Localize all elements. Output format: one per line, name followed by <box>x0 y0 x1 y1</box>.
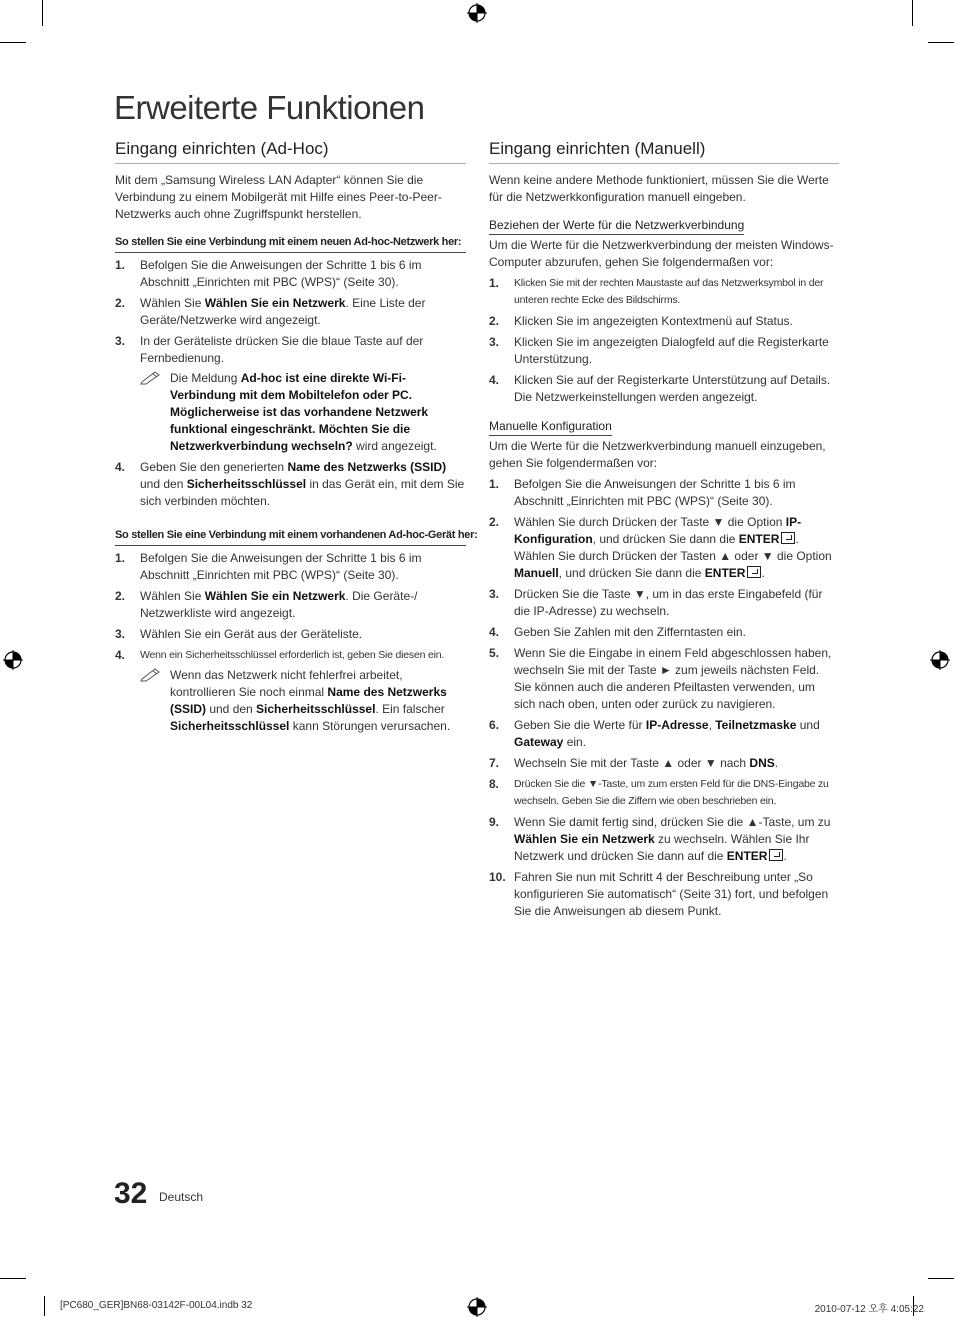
crop-mark <box>0 42 26 43</box>
subheading-get-values: Beziehen der Werte für die Netzwerkverbindung <box>489 217 744 235</box>
list-item: 2. Wählen Sie durch Drücken der Taste ▼ die Option IP-Konfiguration, und drücken Sie dann die ENTER . Wählen Sie durch Drücken der Tasten ▲ oder ▼ die Option Manuell, und drücken Sie dann die ENTER . <box>489 515 832 580</box>
page-title: Erweiterte Funktionen <box>114 89 425 126</box>
note: Wenn das Netzwerk nicht fehlerfrei arbeitet, kontrollieren Sie noch einmal Name des Netzwerks (SSID) und den Sicherheitsschlüssel. Ein falscher Sicherheitsschlüssel kann Störungen verursachen. <box>140 667 466 735</box>
list-item: 7. Wechseln Sie mit der Taste ▲ oder ▼ nach DNS. <box>489 756 779 770</box>
list-item: 10. Fahren Sie nun mit Schritt 4 der Beschreibung unter „So konfigurieren Sie automatisch“ (Seite 31) fort, und befolgen Sie die Anweisungen ab diesem Punkt. <box>489 870 829 918</box>
list-item: 3. Drücken Sie die Taste ▼, um in das erste Eingabefeld (für die IP-Adresse) zu wechseln. <box>489 587 823 618</box>
registration-target-icon <box>466 2 488 24</box>
left-column <box>115 138 478 739</box>
subheading-new-adhoc: So stellen Sie eine Verbindung mit einem neuen Ad-hoc-Netzwerk her: <box>115 235 466 253</box>
list-item: 4. Geben Sie den generierten Name des Netzwerks (SSID) und den Sicherheitsschlüssel in das Gerät ein, mit dem Sie sich verbinden möchten. <box>115 460 465 508</box>
page-number: 32 <box>114 1177 148 1210</box>
list-item: 1. Befolgen Sie die Anweisungen der Schritte 1 bis 6 im Abschnitt „Einrichten mit PBC (WPS)“ (Seite 30). <box>115 551 422 582</box>
list-item: 5. Wenn Sie die Eingabe in einem Feld abgeschlossen haben, wechseln Sie mit der Taste ► zum jeweils nächsten Feld. Sie können auch die anderen Pfeiltasten verwenden, um sich nach oben, unten oder zurück zu navigieren. <box>489 646 832 711</box>
get-values-intro: Um die Werte für die Netzwerkverbindung der meisten Windows-Computer abzurufen, gehen Sie folgendermaßen vor: <box>489 238 834 269</box>
list-item: 4. Geben Sie Zahlen mit den Zifferntasten ein. <box>489 625 746 639</box>
registration-target-icon <box>929 649 951 671</box>
enter-key-icon <box>781 532 795 544</box>
adhoc-intro: Mit dem „Samsung Wireless LAN Adapter“ können Sie die Verbindung zu einem Mobilgerät mit Hilfe eines Peer-to-Peer-Netzwerks auch ohne Zugriffspunkt herstellen. <box>115 173 442 221</box>
list-item: 4. Wenn ein Sicherheitsschlüssel erforderlich ist, geben Sie diesen ein. Wenn das Netzwerk nicht fehlerfrei arbeitet, kontrollieren Sie noch einmal Name des Netzwerks (SSID) und den Sicherheitsschlüssel. Ein falscher Sicherheitsschlüssel kann Störungen verursachen. <box>115 647 466 735</box>
crop-mark <box>0 1278 26 1279</box>
subheading-existing-adhoc: So stellen Sie eine Verbindung mit einem vorhandenen Ad-hoc-Gerät her: <box>115 528 466 546</box>
manual-intro: Wenn keine andere Methode funktioniert, müssen Sie die Werte für die Netzwerkkonfiguration manuell eingeben. <box>489 173 829 204</box>
list-item: 8. Drücken Sie die ▼-Taste, um zum ersten Feld für die DNS-Eingabe zu wechseln. Geben Sie die Ziffern wie oben beschrieben ein. <box>489 777 829 807</box>
section-heading-manual: Eingang einrichten (Manuell) <box>489 138 839 164</box>
note: Die Meldung Ad-hoc ist eine direkte Wi-Fi-Verbindung mit dem Mobiltelefon oder PC. Möglicherweise ist das vorhandene Netzwerk funktional eingeschränkt. Möchten Sie die Netzwerkverbindung wechseln? wird angezeigt. <box>140 370 466 455</box>
crop-mark <box>928 42 954 43</box>
steps-existing-adhoc <box>115 550 466 735</box>
section-heading-adhoc: Eingang einrichten (Ad-Hoc) <box>115 138 466 164</box>
list-item: 2. Wählen Sie Wählen Sie ein Netzwerk. Die Geräte-/ Netzwerkliste wird angezeigt. <box>115 589 418 620</box>
list-item: 4. Klicken Sie auf der Registerkarte Unterstützung auf Details. Die Netzwerkeinstellungen werden angezeigt. <box>489 373 831 404</box>
print-file-name: [PC680_GER]BN68-03142F-00L04.indb 32 <box>60 1300 253 1311</box>
registration-target-icon <box>2 649 24 671</box>
subheading-manual-config: Manuelle Konfiguration <box>489 418 612 436</box>
list-item: 9. Wenn Sie damit fertig sind, drücken Sie die ▲-Taste, um zu Wählen Sie ein Netzwerk zu wechseln. Wählen Sie Ihr Netzwerk und drücken Sie dann auf die ENTER . <box>489 815 831 863</box>
list-item: 1. Befolgen Sie die Anweisungen der Schritte 1 bis 6 im Abschnitt „Einrichten mit PBC (WPS)“ (Seite 30). <box>115 258 422 289</box>
list-item: 6. Geben Sie die Werte für IP-Adresse, Teilnetzmaske und Gateway ein. <box>489 718 820 749</box>
right-column <box>489 138 839 924</box>
list-item: 2. Klicken Sie im angezeigten Kontextmenü auf Status. <box>489 314 793 328</box>
steps-get-values <box>489 275 839 406</box>
list-item: 1. Befolgen Sie die Anweisungen der Schritte 1 bis 6 im Abschnitt „Einrichten mit PBC (WPS)“ (Seite 30). <box>489 477 796 508</box>
crop-mark <box>42 0 43 26</box>
pencil-note-icon <box>140 666 162 682</box>
list-item: 2. Wählen Sie Wählen Sie ein Netzwerk. Eine Liste der Geräte/Netzwerke wird angezeigt. <box>115 296 426 327</box>
enter-key-icon <box>769 849 783 861</box>
steps-manual-config <box>489 476 839 920</box>
pencil-note-icon <box>140 369 162 385</box>
print-timestamp: 2010-07-12 오후 4:05:22 <box>814 1304 924 1315</box>
enter-key-icon <box>747 566 761 578</box>
steps-new-adhoc <box>115 257 466 510</box>
crop-mark <box>912 0 913 26</box>
manual-config-intro: Um die Werte für die Netzwerkverbindung manuell einzugeben, gehen Sie folgendermaßen vor: <box>489 439 826 470</box>
page-language: Deutsch <box>159 1190 204 1204</box>
crop-mark <box>928 1278 954 1279</box>
list-item: 3. In der Geräteliste drücken Sie die blaue Taste auf der Fernbedienung. Die Meldung Ad-hoc ist eine direkte Wi-Fi-Verbindung mit dem Mobiltelefon oder PC. Möglicherweise ist das vorhandene Netzwerk funktional eingeschränkt. Möchten Sie die Netzwerkverbindung wechseln? wird angezeigt. <box>115 333 466 455</box>
list-item: 1. Klicken Sie mit der rechten Maustaste auf das Netzwerksymbol in der unteren rechte Ecke des Bildschirms. <box>489 276 824 306</box>
list-item: 3. Wählen Sie ein Gerät aus der Geräteliste. <box>115 627 363 641</box>
list-item: 3. Klicken Sie im angezeigten Dialogfeld auf die Registerkarte Unterstützung. <box>489 335 829 366</box>
